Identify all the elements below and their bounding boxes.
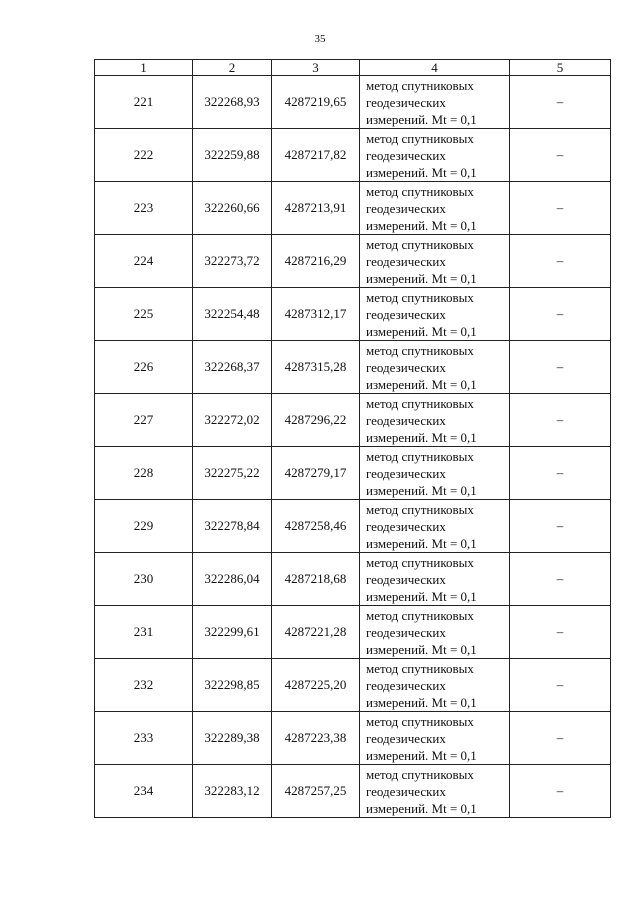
method-description xyxy=(360,553,510,606)
method-line: метод спутниковых xyxy=(366,660,474,676)
method-line: метод спутниковых xyxy=(366,289,474,305)
point-number: 234 xyxy=(95,765,193,818)
coord-x: 322260,66 xyxy=(193,182,272,235)
method-line: геодезических xyxy=(366,624,446,640)
method-line: геодезических xyxy=(366,730,446,746)
note-dash: – xyxy=(510,765,611,818)
method-line: метод спутниковых xyxy=(366,130,474,146)
note-dash: – xyxy=(510,288,611,341)
point-number: 226 xyxy=(95,341,193,394)
method-line: измерений. Mt = 0,1 xyxy=(366,747,477,763)
coord-y: 4287312,17 xyxy=(272,288,360,341)
method-line: геодезических xyxy=(366,359,446,375)
table-row xyxy=(95,235,611,288)
method-line: метод спутниковых xyxy=(366,342,474,358)
note-dash: – xyxy=(510,553,611,606)
table-row xyxy=(95,500,611,553)
coord-y: 4287217,82 xyxy=(272,129,360,182)
note-dash: – xyxy=(510,606,611,659)
table-row xyxy=(95,394,611,447)
method-description xyxy=(360,288,510,341)
table-body xyxy=(95,76,611,818)
method-line: измерений. Mt = 0,1 xyxy=(366,323,477,339)
method-line: геодезических xyxy=(366,412,446,428)
table-row xyxy=(95,129,611,182)
note-dash: – xyxy=(510,76,611,129)
method-line: измерений. Mt = 0,1 xyxy=(366,376,477,392)
method-line: измерений. Mt = 0,1 xyxy=(366,641,477,657)
method-line: геодезических xyxy=(366,94,446,110)
method-line: измерений. Mt = 0,1 xyxy=(366,270,477,286)
table-row xyxy=(95,659,611,712)
note-dash: – xyxy=(510,235,611,288)
note-dash: – xyxy=(510,447,611,500)
coord-x: 322289,38 xyxy=(193,712,272,765)
coord-x: 322283,12 xyxy=(193,765,272,818)
coord-y: 4287315,28 xyxy=(272,341,360,394)
coord-x: 322273,72 xyxy=(193,235,272,288)
method-line: измерений. Mt = 0,1 xyxy=(366,588,477,604)
method-line: геодезических xyxy=(366,465,446,481)
coord-y: 4287218,68 xyxy=(272,553,360,606)
coord-y: 4287279,17 xyxy=(272,447,360,500)
header-col-2: 2 xyxy=(193,60,272,76)
method-description xyxy=(360,129,510,182)
header-col-5: 5 xyxy=(510,60,611,76)
method-description xyxy=(360,500,510,553)
note-dash: – xyxy=(510,500,611,553)
table-row xyxy=(95,288,611,341)
method-description xyxy=(360,765,510,818)
method-line: геодезических xyxy=(366,253,446,269)
coord-y: 4287258,46 xyxy=(272,500,360,553)
coord-y: 4287296,22 xyxy=(272,394,360,447)
coord-y: 4287225,20 xyxy=(272,659,360,712)
point-number: 223 xyxy=(95,182,193,235)
method-line: измерений. Mt = 0,1 xyxy=(366,482,477,498)
point-number: 221 xyxy=(95,76,193,129)
coord-x: 322254,48 xyxy=(193,288,272,341)
method-line: геодезических xyxy=(366,200,446,216)
method-description xyxy=(360,712,510,765)
point-number: 224 xyxy=(95,235,193,288)
method-description xyxy=(360,341,510,394)
coordinates-table xyxy=(94,59,611,818)
coord-x: 322278,84 xyxy=(193,500,272,553)
note-dash: – xyxy=(510,659,611,712)
method-description xyxy=(360,606,510,659)
method-line: метод спутниковых xyxy=(366,501,474,517)
table-row xyxy=(95,553,611,606)
page-number: 35 xyxy=(314,33,326,45)
method-line: метод спутниковых xyxy=(366,395,474,411)
coord-y: 4287216,29 xyxy=(272,235,360,288)
method-description xyxy=(360,659,510,712)
point-number: 231 xyxy=(95,606,193,659)
method-line: геодезических xyxy=(366,783,446,799)
method-line: метод спутниковых xyxy=(366,448,474,464)
header-row xyxy=(95,60,611,76)
table-header xyxy=(95,60,611,76)
table-row xyxy=(95,447,611,500)
header-col-4: 4 xyxy=(360,60,510,76)
method-line: метод спутниковых xyxy=(366,554,474,570)
coord-y: 4287213,91 xyxy=(272,182,360,235)
point-number: 222 xyxy=(95,129,193,182)
coord-x: 322299,61 xyxy=(193,606,272,659)
method-line: геодезических xyxy=(366,677,446,693)
method-line: измерений. Mt = 0,1 xyxy=(366,694,477,710)
method-line: метод спутниковых xyxy=(366,607,474,623)
method-line: метод спутниковых xyxy=(366,713,474,729)
method-line: метод спутниковых xyxy=(366,183,474,199)
table-row xyxy=(95,76,611,129)
coord-x: 322268,37 xyxy=(193,341,272,394)
table-row xyxy=(95,712,611,765)
method-line: геодезических xyxy=(366,518,446,534)
point-number: 228 xyxy=(95,447,193,500)
method-description xyxy=(360,76,510,129)
note-dash: – xyxy=(510,712,611,765)
note-dash: – xyxy=(510,341,611,394)
method-description xyxy=(360,182,510,235)
method-line: измерений. Mt = 0,1 xyxy=(366,164,477,180)
point-number: 225 xyxy=(95,288,193,341)
method-line: метод спутниковых xyxy=(366,77,474,93)
method-line: измерений. Mt = 0,1 xyxy=(366,535,477,551)
method-line: геодезических xyxy=(366,147,446,163)
header-col-1: 1 xyxy=(95,60,193,76)
coord-y: 4287219,65 xyxy=(272,76,360,129)
point-number: 233 xyxy=(95,712,193,765)
coord-x: 322275,22 xyxy=(193,447,272,500)
coord-x: 322259,88 xyxy=(193,129,272,182)
coord-x: 322272,02 xyxy=(193,394,272,447)
note-dash: – xyxy=(510,182,611,235)
note-dash: – xyxy=(510,129,611,182)
point-number: 229 xyxy=(95,500,193,553)
method-line: измерений. Mt = 0,1 xyxy=(366,800,477,816)
method-line: измерений. Mt = 0,1 xyxy=(366,217,477,233)
method-description xyxy=(360,447,510,500)
coord-x: 322286,04 xyxy=(193,553,272,606)
method-line: измерений. Mt = 0,1 xyxy=(366,429,477,445)
method-line: метод спутниковых xyxy=(366,236,474,252)
table-row xyxy=(95,606,611,659)
point-number: 230 xyxy=(95,553,193,606)
coord-x: 322268,93 xyxy=(193,76,272,129)
coord-y: 4287223,38 xyxy=(272,712,360,765)
method-description xyxy=(360,394,510,447)
table-row xyxy=(95,182,611,235)
note-dash: – xyxy=(510,394,611,447)
header-col-3: 3 xyxy=(272,60,360,76)
point-number: 227 xyxy=(95,394,193,447)
coord-x: 322298,85 xyxy=(193,659,272,712)
table-row xyxy=(95,341,611,394)
point-number: 232 xyxy=(95,659,193,712)
method-line: геодезических xyxy=(366,306,446,322)
table-row xyxy=(95,765,611,818)
coord-y: 4287257,25 xyxy=(272,765,360,818)
coord-y: 4287221,28 xyxy=(272,606,360,659)
method-line: метод спутниковых xyxy=(366,766,474,782)
method-line: измерений. Mt = 0,1 xyxy=(366,111,477,127)
method-description xyxy=(360,235,510,288)
method-line: геодезических xyxy=(366,571,446,587)
